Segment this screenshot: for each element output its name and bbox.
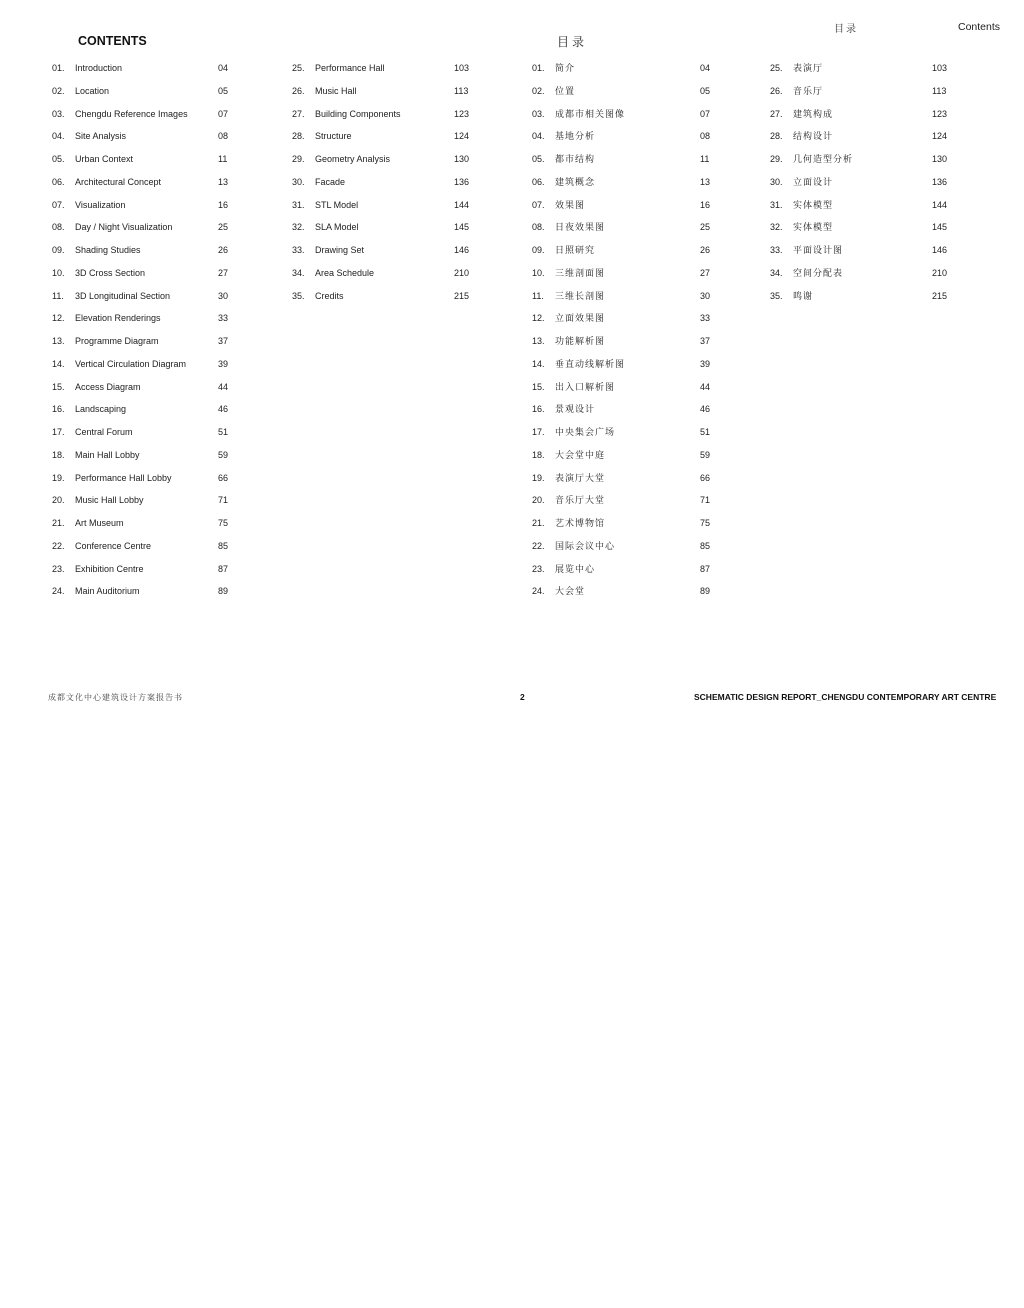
toc-entry (532, 516, 730, 530)
toc-entry-page: 144 (454, 199, 470, 210)
toc-entry-page: 103 (454, 63, 470, 73)
toc-entry-page: 08 (700, 131, 711, 142)
toc-entry-number: 13. (532, 336, 545, 346)
toc-entry-title: Access Diagram (75, 381, 141, 392)
toc-entry (532, 471, 730, 485)
toc-entry-page: 25 (700, 222, 711, 233)
toc-entry-number: 21. (532, 518, 545, 528)
toc-entry-page: 37 (218, 336, 229, 346)
toc-entry-title: 表演厅大堂 (555, 472, 606, 483)
toc-entry-title: SLA Model (315, 222, 359, 233)
toc-entry-number: 22. (52, 540, 65, 551)
toc-entry-number: 05. (52, 154, 65, 164)
toc-entry-number: 02. (52, 85, 65, 96)
toc-entry-page: 44 (700, 381, 711, 392)
toc-entry-number: 15. (52, 381, 65, 392)
toc-entry-page: 59 (700, 449, 711, 460)
toc-entry-page: 66 (700, 472, 711, 483)
toc-entry (532, 84, 730, 98)
toc-entry-page: 30 (218, 290, 229, 301)
toc-entry-number: 23. (52, 563, 65, 574)
toc-entry-page: 13 (700, 176, 711, 187)
toc-entry-page: 146 (454, 245, 470, 255)
toc-entry (292, 107, 484, 121)
toc-entry-title: 基地分析 (555, 131, 596, 142)
toc-entry (532, 334, 730, 348)
toc-entry-page: 11 (700, 154, 710, 164)
toc-entry (532, 311, 730, 325)
toc-entry-title: 3D Cross Section (75, 267, 146, 278)
toc-entry (532, 198, 730, 212)
toc-entry-title: Drawing Set (315, 245, 365, 255)
toc-entry-page: 27 (700, 267, 711, 278)
toc-entry-page: 37 (700, 336, 711, 346)
toc-entry-title: Chengdu Reference Images (75, 108, 188, 119)
toc-entry-title: Elevation Renderings (75, 313, 161, 324)
toc-entry-page: 33 (218, 313, 229, 324)
toc-entry-page: 51 (700, 427, 711, 437)
toc-entry (52, 562, 248, 576)
toc-entry-title: 简介 (555, 63, 576, 73)
toc-entry-title: Structure (315, 131, 352, 142)
toc-entry (52, 584, 248, 598)
toc-entry (292, 198, 484, 212)
toc-entry (532, 539, 730, 553)
toc-entry-number: 27. (292, 108, 305, 119)
toc-entry (532, 402, 730, 416)
toc-entry (532, 61, 730, 75)
toc-entry-title: 位置 (555, 85, 576, 96)
toc-entry-page: 16 (218, 199, 229, 210)
toc-entry-number: 05. (532, 154, 545, 164)
toc-entry-number: 30. (292, 176, 305, 187)
toc-entry-page: 136 (932, 176, 948, 187)
toc-entry-title: Introduction (75, 63, 123, 73)
toc-entry-page: 144 (932, 199, 948, 210)
contents-title-en: CONTENTS (78, 34, 147, 48)
toc-entry (292, 220, 484, 234)
toc-entry-page: 66 (218, 472, 229, 483)
toc-entry (52, 175, 248, 189)
toc-entry-number: 30. (770, 176, 783, 187)
toc-entry-number: 31. (292, 199, 305, 210)
toc-entry-page: 123 (932, 108, 948, 119)
toc-entry-title: 艺术博物馆 (555, 518, 606, 528)
toc-entry-title: 都市结构 (555, 154, 596, 164)
toc-entry-page: 75 (218, 518, 229, 528)
contents-title-cn: 目录 (557, 35, 588, 49)
toc-entry-title: Central Forum (75, 427, 133, 437)
toc-entry (532, 425, 730, 439)
toc-entry-number: 32. (292, 222, 305, 233)
toc-entry-page: 44 (218, 381, 229, 392)
toc-entry-title: Site Analysis (75, 131, 127, 142)
toc-entry (52, 220, 248, 234)
toc-entry-number: 09. (52, 245, 65, 255)
toc-entry-title: 日夜效果图 (555, 222, 606, 233)
toc-entry-number: 08. (52, 222, 65, 233)
toc-entry-title: Visualization (75, 199, 126, 210)
toc-entry-title: Performance Hall (315, 63, 385, 73)
toc-entry-page: 215 (932, 290, 948, 301)
toc-entry-page: 71 (218, 495, 229, 506)
toc-entry (532, 357, 730, 371)
toc-entry-page: 46 (218, 404, 229, 415)
toc-entry-title: Main Hall Lobby (75, 449, 140, 460)
toc-entry-number: 10. (532, 267, 545, 278)
toc-entry (532, 562, 730, 576)
toc-entry (52, 402, 248, 416)
toc-entry-title: 三维剖面图 (555, 267, 606, 278)
toc-entry-title: Conference Centre (75, 540, 152, 551)
toc-entry-title: Shading Studies (75, 245, 141, 255)
toc-entry-number: 19. (52, 472, 65, 483)
toc-entry-title: Programme Diagram (75, 336, 159, 346)
toc-entry-number: 12. (52, 313, 65, 324)
toc-entry-title: 表演厅 (793, 63, 824, 73)
toc-entry (532, 380, 730, 394)
toc-entry (532, 107, 730, 121)
toc-entry-number: 29. (770, 154, 783, 164)
toc-entry-number: 21. (52, 518, 65, 528)
toc-entry-title: Exhibition Centre (75, 563, 144, 574)
toc-entry (52, 243, 248, 257)
toc-entry-page: 85 (218, 540, 229, 551)
toc-entry (52, 266, 248, 280)
toc-entry-title: Area Schedule (315, 267, 375, 278)
toc-entry-title: 鸣谢 (793, 290, 814, 301)
toc-entry-page: 05 (218, 85, 229, 96)
running-header-cn: 目录 (834, 24, 858, 35)
toc-entry-page: 04 (700, 63, 711, 73)
toc-entry-number: 29. (292, 154, 305, 164)
toc-entry-title: Urban Context (75, 154, 134, 164)
toc-entry-number: 06. (532, 176, 545, 187)
toc-entry-number: 06. (52, 176, 65, 187)
toc-entry-page: 130 (932, 154, 948, 164)
toc-entry-title: 立面设计 (793, 176, 834, 187)
toc-entry-title: 垂直动线解析图 (555, 358, 626, 369)
footer-report-title-cn: 成都文化中心建筑设计方案报告书 (48, 693, 183, 702)
toc-entry (52, 357, 248, 371)
toc-entry-number: 01. (52, 63, 65, 73)
toc-entry-title: 平面设计图 (793, 245, 844, 255)
toc-entry-number: 22. (532, 540, 545, 551)
toc-entry-number: 31. (770, 199, 783, 210)
toc-entry-title: 建筑构成 (793, 108, 834, 119)
toc-entry (52, 334, 248, 348)
toc-entry-page: 210 (454, 267, 470, 278)
toc-entry-number: 14. (532, 358, 545, 369)
toc-entry-title: 日照研究 (555, 245, 596, 255)
toc-entry-title: 展览中心 (555, 563, 596, 574)
toc-entry (52, 471, 248, 485)
toc-entry-number: 02. (532, 85, 545, 96)
toc-entry-page: 51 (218, 427, 229, 437)
toc-entry (52, 448, 248, 462)
toc-entry-number: 10. (52, 267, 65, 278)
toc-entry-title: 出入口解析图 (555, 381, 616, 392)
toc-entry (52, 152, 248, 166)
toc-entry-page: 87 (218, 563, 229, 574)
toc-entry (292, 243, 484, 257)
toc-entry-title: Architectural Concept (75, 176, 162, 187)
toc-entry-title: 空间分配表 (793, 267, 844, 278)
toc-entry (770, 220, 962, 234)
toc-entry-number: 11. (52, 290, 64, 301)
toc-entry-title: 中央集会广场 (555, 427, 616, 437)
toc-entry-title: 音乐厅 (793, 85, 824, 96)
toc-entry-page: 113 (932, 85, 947, 96)
toc-entry (52, 425, 248, 439)
toc-entry-number: 33. (770, 245, 783, 255)
toc-entry (770, 129, 962, 143)
toc-entry (292, 175, 484, 189)
toc-entry-page: 11 (218, 154, 228, 164)
toc-entry (532, 175, 730, 189)
toc-entry (292, 61, 484, 75)
toc-entry (292, 289, 484, 303)
toc-entry-page: 124 (454, 131, 470, 142)
toc-entry-title: 三维长剖图 (555, 290, 606, 301)
toc-entry-page: 85 (700, 540, 711, 551)
toc-entry-title: 建筑概念 (555, 176, 596, 187)
toc-entry (770, 107, 962, 121)
toc-entry-page: 124 (932, 131, 948, 142)
toc-entry (292, 84, 484, 98)
toc-entry (292, 129, 484, 143)
toc-entry-number: 33. (292, 245, 305, 255)
toc-entry-page: 87 (700, 563, 711, 574)
toc-entry-number: 34. (292, 267, 305, 278)
toc-entry-page: 05 (700, 85, 711, 96)
toc-entry-title: 大会堂 (555, 586, 586, 597)
toc-entry-page: 25 (218, 222, 229, 233)
toc-entry (532, 220, 730, 234)
toc-entry-title: 实体模型 (793, 199, 834, 210)
toc-entry-title: Building Components (315, 108, 401, 119)
toc-entry-number: 17. (532, 427, 545, 437)
toc-entry-title: 实体模型 (793, 222, 834, 233)
toc-entry-title: 功能解析图 (555, 336, 606, 346)
toc-entry-number: 18. (532, 449, 545, 460)
toc-entry-number: 28. (770, 131, 783, 142)
toc-entry-title: 几何造型分析 (793, 154, 854, 164)
toc-entry-number: 03. (52, 108, 65, 119)
toc-entry-title: 3D Longitudinal Section (75, 290, 171, 301)
toc-entry-page: 146 (932, 245, 948, 255)
toc-entry-number: 18. (52, 449, 65, 460)
toc-entry (52, 289, 248, 303)
toc-entry-page: 103 (932, 63, 948, 73)
toc-entry (532, 493, 730, 507)
toc-entry-page: 145 (454, 222, 470, 233)
toc-entry-number: 17. (52, 427, 65, 437)
toc-entry-number: 23. (532, 563, 545, 574)
toc-entry (52, 129, 248, 143)
toc-entry-number: 24. (52, 586, 65, 597)
toc-entry-page: 04 (218, 63, 229, 73)
toc-entry (532, 129, 730, 143)
toc-entry-title: Day / Night Visualization (75, 222, 173, 233)
toc-entry-title: 大会堂中庭 (555, 449, 606, 460)
toc-entry-title: 结构设计 (793, 131, 834, 142)
toc-entry-page: 71 (700, 495, 711, 506)
toc-entry (52, 84, 248, 98)
toc-entry (292, 266, 484, 280)
toc-entry-number: 28. (292, 131, 305, 142)
toc-entry-title: 立面效果图 (555, 313, 606, 324)
toc-entry-title: Location (75, 85, 110, 96)
toc-entry-number: 07. (52, 199, 65, 210)
toc-entry (52, 516, 248, 530)
toc-entry-title: Main Auditorium (75, 586, 140, 597)
toc-entry-title: 音乐厅大堂 (555, 495, 606, 506)
toc-entry-page: 26 (218, 245, 229, 255)
toc-entry-number: 15. (532, 381, 545, 392)
toc-entry-page: 130 (454, 154, 470, 164)
toc-entry (52, 311, 248, 325)
toc-entry-number: 20. (52, 495, 65, 506)
toc-entry (532, 448, 730, 462)
toc-entry-number: 14. (52, 358, 65, 369)
toc-entry-title: 景观设计 (555, 404, 596, 415)
toc-entry-page: 39 (700, 358, 711, 369)
toc-entry (770, 266, 962, 280)
toc-entry-number: 25. (292, 63, 305, 73)
toc-entry-number: 19. (532, 472, 545, 483)
toc-entry-page: 07 (218, 108, 229, 119)
toc-entry-number: 20. (532, 495, 545, 506)
toc-entry-number: 35. (770, 290, 783, 301)
toc-entry (532, 152, 730, 166)
running-header-en: Contents (958, 21, 1001, 33)
toc-entry (532, 584, 730, 598)
toc-entry (770, 152, 962, 166)
toc-entry-page: 08 (218, 131, 229, 142)
toc-entry-number: 25. (770, 63, 783, 73)
toc-entry-page: 26 (700, 245, 711, 255)
toc-entry-title: STL Model (315, 199, 359, 210)
toc-entry-title: 国际会议中心 (555, 540, 616, 551)
toc-entry-page: 145 (932, 222, 948, 233)
toc-entry (770, 84, 962, 98)
toc-entry (770, 175, 962, 189)
toc-entry-number: 24. (532, 586, 545, 597)
toc-entry (770, 289, 962, 303)
toc-entry-page: 89 (218, 586, 229, 597)
toc-entry-title: Art Museum (75, 518, 124, 528)
toc-entry-page: 136 (454, 176, 470, 187)
toc-entry-number: 04. (532, 131, 545, 142)
toc-entry (52, 198, 248, 212)
toc-entry-number: 07. (532, 199, 545, 210)
toc-entry (52, 493, 248, 507)
toc-entry-number: 04. (52, 131, 65, 142)
toc-entry-number: 26. (292, 85, 305, 96)
toc-entry-page: 16 (700, 199, 711, 210)
toc-entry-number: 11. (532, 290, 544, 301)
toc-entry-title: Credits (315, 290, 344, 301)
toc-entry-page: 215 (454, 290, 470, 301)
toc-entry-title: Performance Hall Lobby (75, 472, 172, 483)
toc-entry (770, 198, 962, 212)
toc-entry-page: 27 (218, 267, 229, 278)
toc-entry-page: 13 (218, 176, 229, 187)
toc-entry-page: 33 (700, 313, 711, 324)
toc-entry (292, 152, 484, 166)
toc-entry (52, 61, 248, 75)
toc-entry-title: Facade (315, 176, 346, 187)
toc-entry-number: 32. (770, 222, 783, 233)
toc-entry-number: 35. (292, 290, 305, 301)
toc-entry-number: 09. (532, 245, 545, 255)
toc-entry-page: 46 (700, 404, 711, 415)
toc-entry (52, 380, 248, 394)
toc-entry-number: 16. (532, 404, 545, 415)
toc-entry-title: Landscaping (75, 404, 127, 415)
toc-entry (52, 107, 248, 121)
toc-entry-page: 123 (454, 108, 470, 119)
toc-entry-title: 效果图 (555, 199, 586, 210)
toc-entry-page: 07 (700, 108, 711, 119)
toc-entry-title: Music Hall Lobby (75, 495, 144, 506)
toc-entry-title: 成都市相关图像 (555, 108, 626, 119)
toc-entry-number: 12. (532, 313, 545, 324)
toc-entry-page: 210 (932, 267, 948, 278)
toc-entry (532, 289, 730, 303)
toc-entry-page: 39 (218, 358, 229, 369)
toc-entry-page: 30 (700, 290, 711, 301)
toc-entry (770, 61, 962, 75)
toc-entry-number: 34. (770, 267, 783, 278)
toc-entry-number: 08. (532, 222, 545, 233)
toc-entry-number: 01. (532, 63, 545, 73)
toc-entry (532, 266, 730, 280)
toc-entry (52, 539, 248, 553)
toc-entry (532, 243, 730, 257)
toc-entry-page: 89 (700, 586, 711, 597)
toc-entry-number: 27. (770, 108, 783, 119)
toc-entry (770, 243, 962, 257)
toc-entry-title: Geometry Analysis (315, 154, 391, 164)
toc-entry-page: 59 (218, 449, 229, 460)
toc-entry-number: 16. (52, 404, 65, 415)
toc-entry-title: Music Hall (315, 85, 357, 96)
toc-entry-number: 13. (52, 336, 65, 346)
footer-page-number: 2 (520, 692, 525, 702)
toc-entry-title: Vertical Circulation Diagram (75, 358, 187, 369)
toc-entry-number: 26. (770, 85, 783, 96)
toc-entry-page: 75 (700, 518, 711, 528)
footer-report-title-en: SCHEMATIC DESIGN REPORT_CHENGDU CONTEMPORARY ART CENTRE (694, 692, 997, 702)
toc-entry-page: 113 (454, 85, 469, 96)
toc-entry-number: 03. (532, 108, 545, 119)
